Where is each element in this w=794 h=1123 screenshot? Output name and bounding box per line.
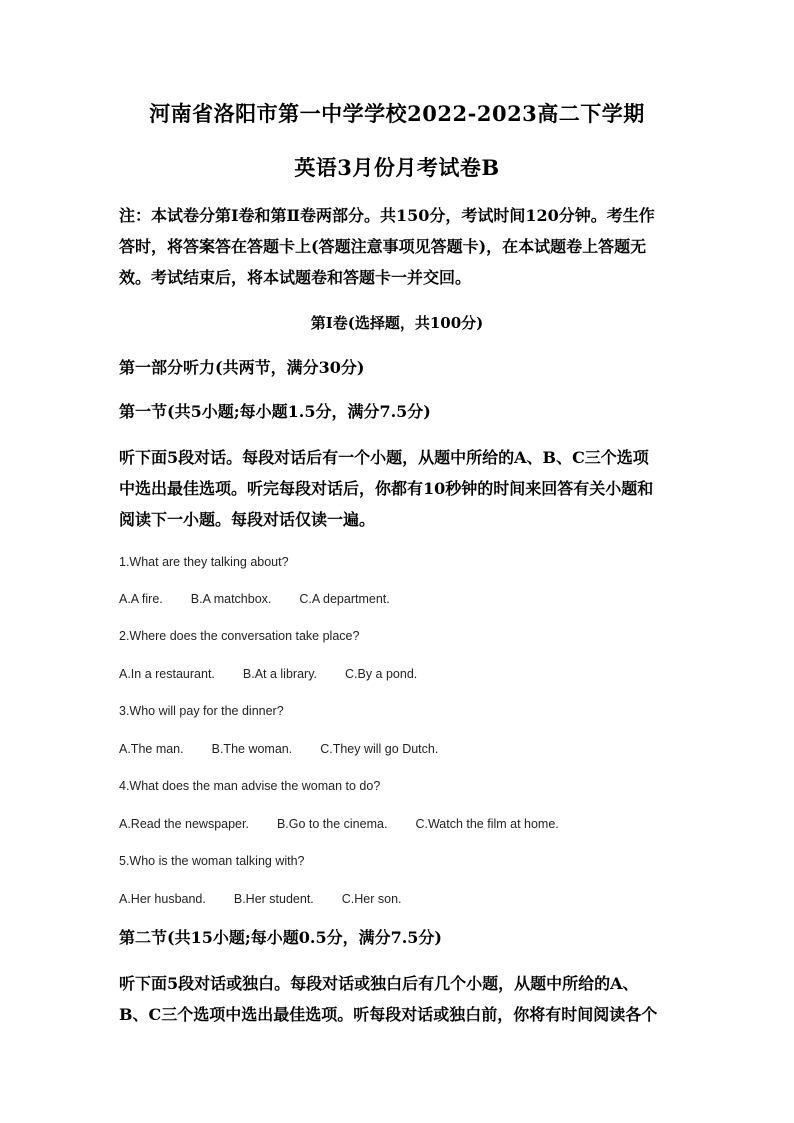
option-b: B.At a library. bbox=[242, 667, 317, 681]
section2-heading: 第二节(共15小题;每小题0.5分，满分7.5分) bbox=[119, 928, 442, 947]
note-line: 效。考试结束后，将本试题卷和答题卡一并交回。 bbox=[119, 268, 472, 287]
instruction-line: 听下面5段对话。每段对话后有一个小题，从题中所给的A、B、C三个选项 bbox=[119, 448, 649, 467]
option-b: B.The woman. bbox=[211, 742, 293, 756]
instruction-line: 听下面5段对话或独白。每段对话或独白后有几个小题，从题中所给的A、 bbox=[119, 974, 639, 993]
question-1-options bbox=[119, 590, 390, 608]
option-b: B.Go to the cinema. bbox=[276, 817, 388, 831]
question-5-options bbox=[119, 890, 402, 908]
section2-instructions bbox=[119, 968, 679, 1030]
volume-heading: 第Ⅰ卷(选择题，共100分) bbox=[310, 314, 484, 332]
instruction-line: B、C三个选项中选出最佳选项。听每段对话或独白前，你将有时间阅读各个 bbox=[119, 1005, 658, 1024]
option-a: A.The man. bbox=[119, 742, 184, 756]
exam-title-line1: 河南省洛阳市第一中学学校2022-2023高二下学期 bbox=[149, 101, 645, 126]
question-3-stem: 3.Who will pay for the dinner? bbox=[119, 704, 284, 718]
question-1-stem: 1.What are they talking about? bbox=[119, 555, 289, 569]
section1-heading: 第一节(共5小题;每小题1.5分，满分7.5分) bbox=[119, 402, 431, 421]
option-c: C.Watch the film at home. bbox=[415, 817, 559, 831]
option-a: A.A fire. bbox=[119, 592, 163, 606]
question-2-options bbox=[119, 665, 417, 683]
instruction-line: 阅读下一小题。每段对话仅读一遍。 bbox=[119, 510, 376, 529]
option-b: B.Her student. bbox=[233, 892, 314, 906]
option-c: C.By a pond. bbox=[345, 667, 418, 681]
option-c: C.They will go Dutch. bbox=[320, 742, 439, 756]
question-4-options bbox=[119, 815, 559, 833]
question-3-options bbox=[119, 740, 438, 758]
question-4-stem: 4.What does the man advise the woman to do? bbox=[119, 779, 381, 793]
part1-heading: 第一部分听力(共两节，满分30分) bbox=[119, 358, 365, 377]
option-a: A.Read the newspaper. bbox=[119, 817, 249, 831]
note-line: 答时，将答案答在答题卡上(答题注意事项见答题卡)，在本试题卷上答题无 bbox=[119, 237, 647, 256]
question-2-stem: 2.Where does the conversation take place? bbox=[119, 629, 360, 643]
option-c: C.Her son. bbox=[341, 892, 402, 906]
instruction-line: 中选出最佳选项。听完每段对话后，你都有10秒钟的时间来回答有关小题和 bbox=[119, 479, 654, 498]
option-a: A.Her husband. bbox=[119, 892, 206, 906]
option-b: B.A matchbox. bbox=[190, 592, 272, 606]
option-a: A.In a restaurant. bbox=[119, 667, 215, 681]
section1-instructions bbox=[119, 442, 679, 535]
exam-title-line2: 英语3月份月考试卷B bbox=[294, 155, 500, 180]
note-line: 注：本试卷分第Ⅰ卷和第Ⅱ卷两部分。共150分，考试时间120分钟。考生作 bbox=[119, 206, 655, 225]
question-5-stem: 5.Who is the woman talking with? bbox=[119, 854, 305, 868]
option-c: C.A department. bbox=[299, 592, 390, 606]
exam-note bbox=[119, 200, 679, 293]
